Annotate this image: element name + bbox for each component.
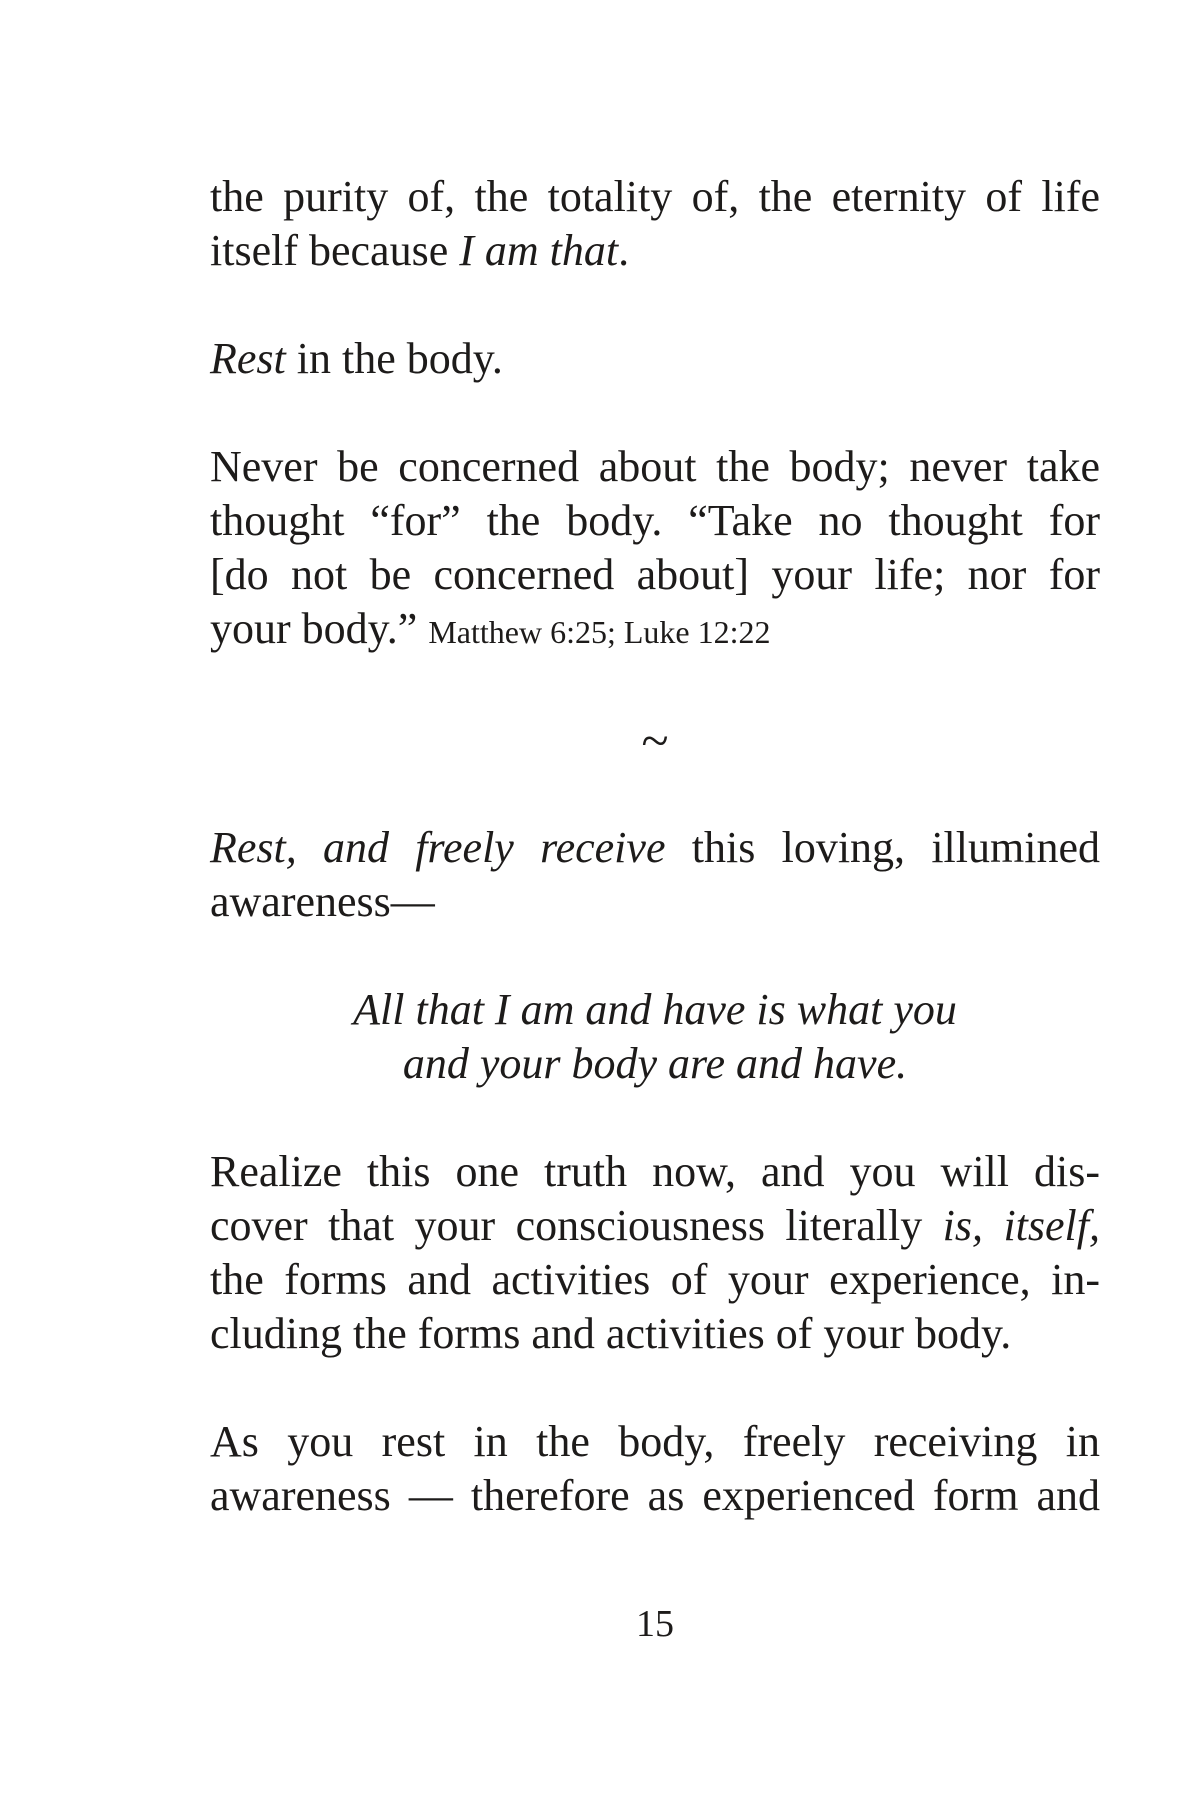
text-line: the forms and activities of your experience, in- [210,1255,1100,1304]
text-line [210,1199,1100,1253]
text-segment: in the body. [285,334,503,383]
paragraph-1 [210,170,1100,278]
text-line: the purity of, the totality of, the eternity of life [210,172,1100,221]
text-line: Realize this one truth now, and you will dis- [210,1147,1100,1196]
quote-line: and your body are and have. [402,1039,908,1088]
text-line: As you rest in the body, freely receiving in [210,1417,1100,1466]
paragraph-4 [210,821,1100,929]
text-line [210,332,1100,386]
text-segment: itself because [210,226,460,275]
text-segment: . [618,226,630,275]
text-segment: cover that your consciousness literally [210,1201,943,1250]
italic-phrase: Rest, and freely receive [210,823,666,872]
section-separator: ~ [641,712,669,768]
paragraph-6 [210,1415,1100,1523]
text-line: [do not be concerned about] your life; nor for [210,550,1100,599]
paragraph-5 [210,1145,1100,1361]
text-segment: your body.” [210,604,429,653]
text-line [210,224,1100,278]
text-segment: this loving, illumined [665,823,1100,872]
paragraph-2 [210,332,1100,386]
page-text [210,170,1100,1651]
italic-phrase: is, itself, [942,1201,1100,1250]
text-line [210,821,1100,875]
text-line: Never be concerned about the body; never take [210,442,1100,491]
text-line: awareness — therefore as experienced form and [210,1471,1100,1520]
text-line [210,602,1100,659]
text-line: cluding the forms and activities of your body. [210,1309,1012,1358]
text-line: awareness— [210,877,435,926]
italic-phrase: I am that [459,226,619,275]
scripture-citation: Matthew 6:25; Luke 12:22 [428,614,771,650]
paragraph-3 [210,440,1100,659]
page-number: 15 [636,1603,674,1645]
text-line: thought “for” the body. “Take no thought for [210,496,1100,545]
quote-line: All that I am and have is what you [353,985,957,1034]
italic-phrase: Rest [210,334,286,383]
centered-quote [210,983,1100,1091]
